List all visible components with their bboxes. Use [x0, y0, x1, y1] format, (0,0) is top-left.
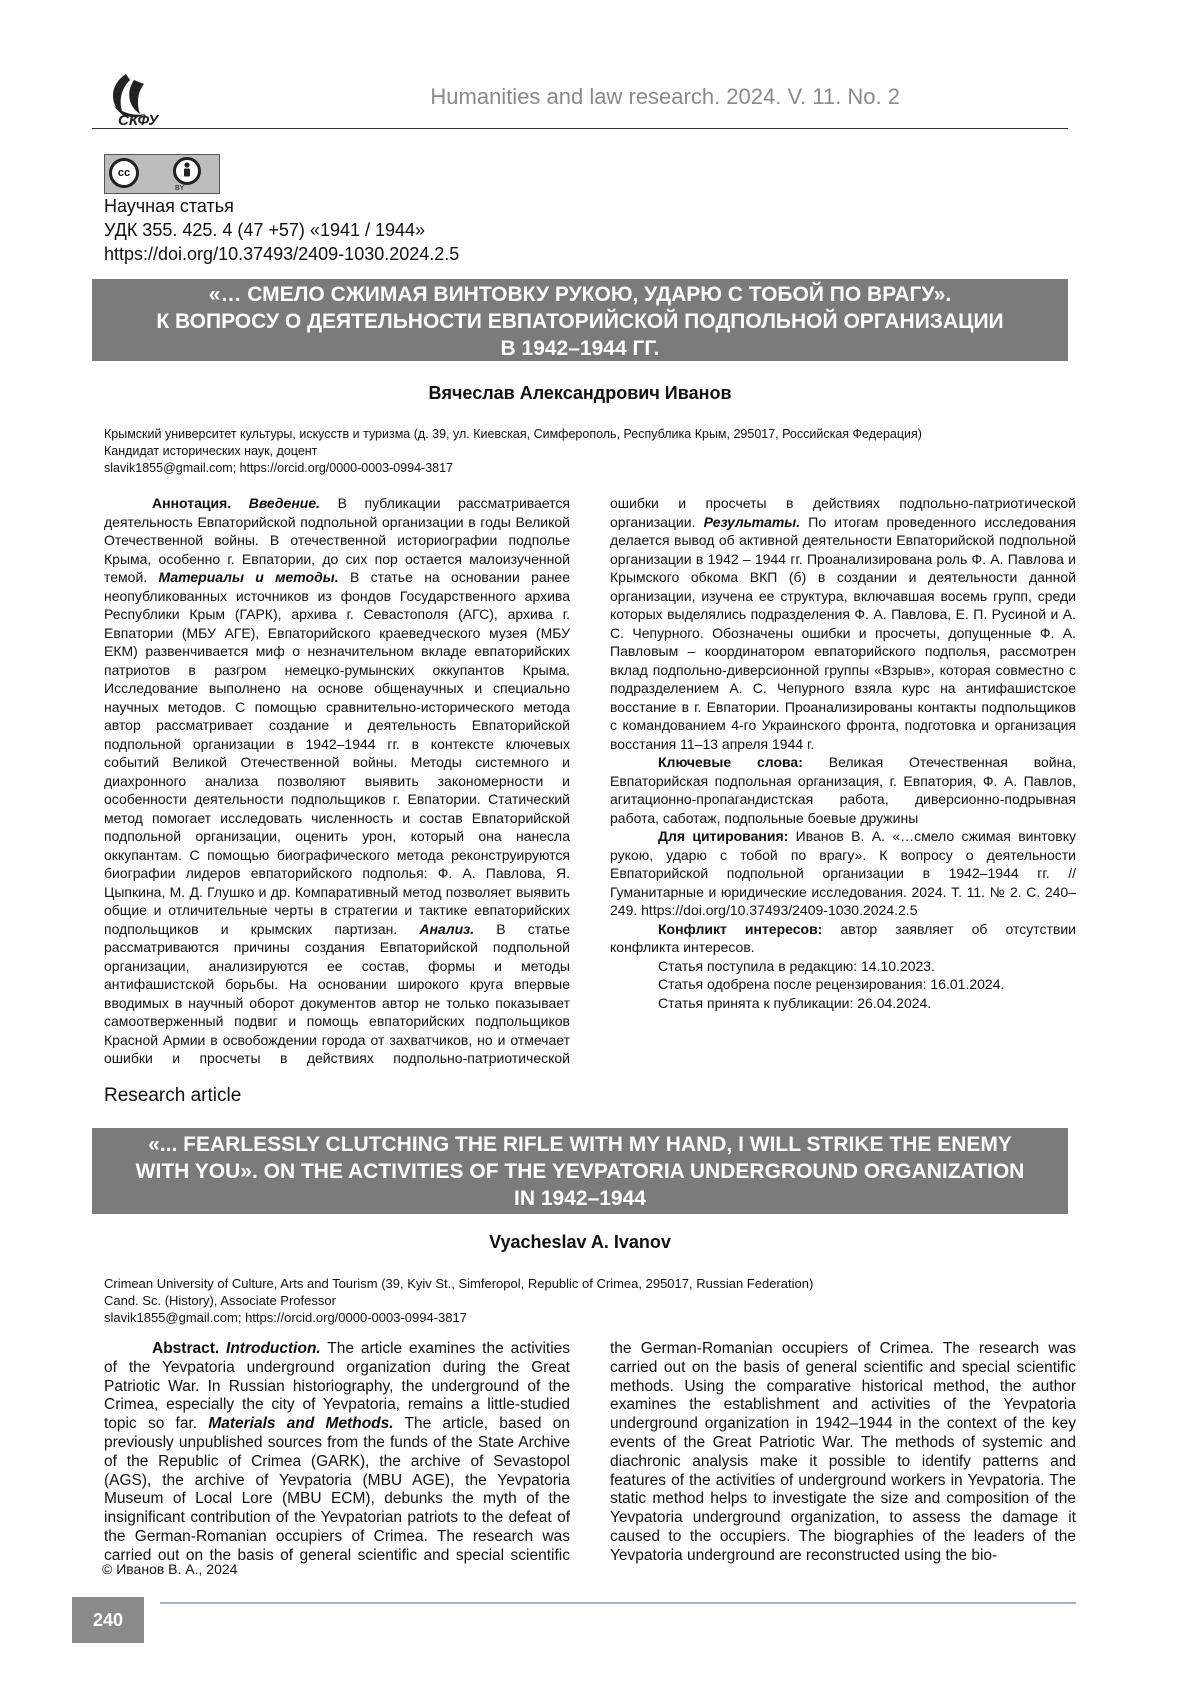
contacts-en[interactable]: slavik1855@gmail.com; https://orcid.org/0000-0003-0994-3817 [104, 1309, 813, 1326]
methods-en-text: the German-Romanian occupiers of Crimea. The research was carried out on the basis of general scientific and special scientific methods. Using the comparative historical method, the author examines the establishment and activities of the Yevpatoria underground organization in 1942–1944 in the context of the key events of the Great Patriotic War. The methods of systemic and diachronic analysis make it possible to identify patterns and features of the activities of underground workers in Yevpatoria. The static method helps to investigate the size and composition of the Yevpatoria underground organization, to assess the damage it caused to the occupiers. The biographies of the leaders of the Yevpatoria underground are reconstructed using the bio- [610, 1340, 1076, 1564]
article-type-ru: Научная статья [104, 196, 234, 217]
cc-by-license-badge[interactable] [104, 154, 220, 194]
approved-date: Статья одобрена после рецензирования: 16.01.2024. [610, 975, 1076, 994]
article-title-ru [92, 279, 1068, 361]
results-ru-text: По итогам проведенного исследования делается вывод об активной деятельности Евпаторийской подпольной организации в 1942 – 1944 гг. Проанализирована роль Ф. А. Павлова и Крымского обкома ВКП (б) в создании и деятельности данной организации, изучена ее структура, включавшая восемь групп, среди которых выделялись подразделения Ф. А. Павлова, Е. П. Русиной и А. С. Чепурного. Обозначены ошибки и просчеты, допущенные Ф. А. Павловым – координатором евпаторийского подполья, рассмотрен вклад подпольно-диверсионной группы «Взрыв», которая совместно с подразделением А. С. Чепурного взяла курс на антифашистское восстание в г. Евпатории. Проанализированы контакты подпольщиков с командованием 4-го Украинского фронта, подготовка и организация восстания 11–13 апреля 1944 г. [610, 514, 1076, 752]
methods-ru-label: Материалы и методы. [159, 569, 339, 585]
journal-title: Humanities and law research. 2024. V. 11. No. 2 [340, 84, 900, 110]
author-name-ru: Вячеслав Александрович Иванов [92, 383, 1068, 404]
udk-code: УДК 355. 425. 4 (47 +57) «1941 / 1944» [104, 220, 425, 241]
intro-ru-text: В публикации рассматривается деятельность Евпаторийской подпольной организации в годы Великой Отечественной войны. В отечественной историографии подполье Крыма, особенно г. Евпатории, до сих пор остается малоизученной темой. [104, 495, 570, 585]
header-divider [92, 128, 1068, 129]
abstract-en-label: Abstract. [152, 1340, 219, 1357]
logo-text: СКФУ [118, 112, 158, 129]
methods-en-label: Materials and Methods. [208, 1415, 393, 1432]
article-type-en: Research article [104, 1085, 241, 1107]
title-ru-line-3: В 1942–1944 ГГ. [92, 335, 1068, 362]
by-label: BY [175, 185, 184, 192]
affiliation-en [104, 1275, 813, 1326]
affiliation-ru-org: Крымский университет культуры, искусств и туризма (д. 39, ул. Киевская, Симферополь, Республика Крым, 295017, Российская Федерация) [104, 426, 922, 443]
footer-divider [160, 1602, 1076, 1604]
analysis-ru-label: Анализ. [419, 921, 474, 937]
abstract-ru-column-left [104, 494, 570, 1069]
abstract-en-column-left [104, 1340, 570, 1566]
title-ru-line-2: К ВОПРОСУ О ДЕЯТЕЛЬНОСТИ ЕВПАТОРИЙСКОЙ ПОДПОЛЬНОЙ ОРГАНИЗАЦИИ [92, 308, 1068, 335]
analysis-ru-text: В статье рассматриваются причины создания Евпаторийской подпольной организации, анализируются ее состав, формы и методы антифашистской борьбы. На основании широкого круга впервые вводимых в научный оборот документов автор не только показывает самоотверженный подвиг и помощь евпаторийских подпольщиков Красной Армии в освобождении города от захватчиков, но и отмечает ошибки и просчеты в действиях подпольно-патриотической [104, 921, 570, 1070]
received-date: Статья поступила в редакцию: 14.10.2023. [610, 957, 1076, 976]
page-number: 240 [72, 1597, 144, 1643]
keywords-ru-text: Великая Отечественная война, Евпаторийская подпольная организация, г. Евпатория, Ф. А. Павлов, агитационно-пропагандистская работа, диверсионно-подрывная работа, саботаж, подпольные боевые дружины [610, 754, 1076, 826]
abstract-en-continuation [610, 1340, 1076, 1566]
affiliation-en-org: Crimean University of Culture, Arts and Tourism (39, Kyiv St., Simferopol, Republic of Crimea, 295017, Russian Federation) [104, 1275, 813, 1292]
title-en-line-3: IN 1942–1944 [92, 1185, 1068, 1212]
title-en-line-1: «... FEARLESSLY CLUTCHING THE RIFLE WITH MY HAND, I WILL STRIKE THE ENEMY [92, 1131, 1068, 1158]
accepted-date: Статья принята к публикации: 26.04.2024. [610, 994, 1076, 1013]
conflict-ru-text: автор заявляет об отсутствии конфликта интересов. [610, 921, 1076, 956]
degree-ru: Кандидат исторических наук, доцент [104, 443, 922, 460]
citation-ru-label: Для цитирования: [658, 828, 788, 844]
copyright: © Иванов В. А., 2024 [102, 1561, 237, 1577]
intro-en-text: The article examines the activities of the Yevpatoria underground organization during the Great Patriotic War. In Russian historiography, the underground of the Crimea, especially the city of Yevpatoria, remains a little-studied topic so far. [104, 1340, 570, 1432]
keywords-ru-label: Ключевые слова: [658, 754, 803, 770]
citation-ru-text: Иванов В. А. «…смело сжимая винтовку рукою, ударю с тобой по врагу». К вопросу о деятельности Евпаторийской подпольной организации в 1942–1944 гг. // Гуманитарные и юридические исследования. 2024. Т. 11. № 2. С. 240–249. https://doi.org/10.37493/2409-1030.2024.2.5 [610, 828, 1076, 918]
affiliation-ru [104, 426, 922, 477]
methods-en-text: The article, based on previously unpublished sources from the funds of the State Archive of the Republic of Crimea (GARK), the archive of Sevastopol (AGS), the archive of Yevpatoria (MBU AGE), the Yevpatoria Museum of Local Lore (MBU ECM), debunks the myth of the insignificant contribution of the Yevpatorian patriots to the defeat of the German-Romanian occupiers of Crimea. The research was carried out on the basis of general scientific and special scientific [104, 1415, 570, 1566]
degree-en: Cand. Sc. (History), Associate Professor [104, 1292, 813, 1309]
results-ru-label: Результаты. [704, 514, 801, 530]
methods-ru-text: В статье на основании ранее неопубликованных источников из фондов Государственного архива Республики Крым (ГАРК), архива г. Севастополя (АГС), архива г. Евпатории (МБУ АГЕ), Евпаторийского краеведческого музея (МБУ ЕКМ) развенчивается миф о незначительном вкладе евпаторийских патриотов в разгром немецко-румынских оккупантов Крыма. Исследование выполнено на основе общенаучных и специально научных методов. С помощью сравнительно-исторического метода автор рассматривает создание и деятельность Евпаторийской подпольной организации в 1942–1944 гг. в контексте ключевых событий Великой Отечественной войны. Методы системного и диахронного анализа позволяют выявить закономерности и особенности деятельности подпольщиков г. Евпатории. Статический метод помогает исследовать численность и состав Евпаторийской подпольной организации, оценить урон, который она нанесла оккупантам. С помощью биографического метода реконструируются биографии лидеров евпаторийского подполья: Ф. А. Павлова, Я. Цыпкина, М. Д. Глушко и др. Компаративный метод позволяет выявить общие и отличительные черты в стратегии и тактике евпаторийских подпольщиков и крымских партизан. [104, 569, 570, 937]
intro-en-label: Introduction. [226, 1340, 321, 1357]
title-en-line-2: WITH YOU». ON THE ACTIVITIES OF THE YEVPATORIA UNDERGROUND ORGANIZATION [92, 1158, 1068, 1185]
author-name-en: Vyacheslav A. Ivanov [92, 1232, 1068, 1253]
abstract-ru-column-right [610, 494, 1076, 1054]
results-ru-label [198, 1069, 295, 1070]
intro-ru-label: Введение. [249, 495, 320, 511]
conflict-ru-label: Конфликт интересов: [658, 921, 822, 937]
article-title-en [92, 1128, 1068, 1214]
title-ru-line-1: «… СМЕЛО СЖИМАЯ ВИНТОВКУ РУКОЮ, УДАРЮ С ТОБОЙ ПО ВРАГУ». [92, 281, 1068, 308]
analysis-ru-text: ошибки и просчеты в действиях подпольно-патриотической организации. [610, 494, 1076, 530]
contacts-ru[interactable]: slavik1855@gmail.com; https://orcid.org/0000-0003-0994-3817 [104, 460, 922, 477]
doi-link[interactable]: https://doi.org/10.37493/2409-1030.2024.2.5 [104, 244, 459, 265]
abstract-en-column-right [610, 1340, 1076, 1566]
abstract-ru-label: Аннотация. [152, 495, 231, 511]
person-icon [173, 157, 201, 185]
cc-icon: cc [109, 158, 139, 188]
abstract-ru-continuation [610, 494, 1076, 753]
